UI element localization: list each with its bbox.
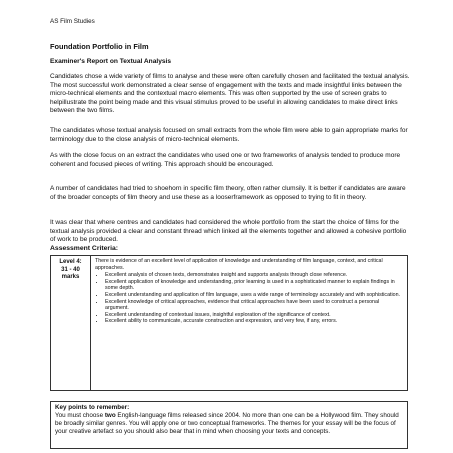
paragraph-1: Candidates chose a wide variety of films to analyse and these were often carefully chosen and facilitated the textual analysis. The most successful work demonstrated a clear sense of engagement with the texts and made insightful links between the micro-technical elements and the contextual macro elements. This was often supported by the use of screen grabs to helpillustrate the point being made and this visual stimulus proved to be useful in allowing candidates to make direct links between the two films. (50, 73, 410, 115)
level-label: Level 4: (59, 259, 82, 265)
key-points-emphasis: two (104, 412, 116, 420)
paragraph-2: The candidates whose textual analysis focused on small extracts from the whole film were able to gain appropriate marks for terminology due to the close analysis of micro-technical elements. (50, 127, 408, 143)
criteria-item: • Excellent knowledge of critical approaches, evidence that critical approaches have been used to construct a personal argument. (105, 299, 403, 312)
key-points-text-end: English-language films released since 2004. No more than one can be a Hollywood film. They should be broadly similar genres. You will apply one or two conceptual frameworks. The themes for your essay will be the focus of your creative artefact so you should also bear that in mind when choosing your texts and concepts. (55, 412, 399, 436)
paragraph-3: As with the close focus on an extract the candidates who used one or two frameworks of analysis tended to produce more coherent and focused pieces of writing. This approach should be encouraged. (50, 152, 401, 168)
key-points-heading: Key points to remember: (55, 404, 130, 411)
level-cell (51, 256, 91, 390)
document-subtitle: Examiner's Report on Textual Analysis (50, 58, 172, 65)
paragraph-5: It was clear that where centres and candidates had considered the whole portfolio from the start the choice of films for the textual analysis provided a clear and constant thread which linked all the elements together and allowed a cohesive portfolio of work to be produced. (50, 219, 407, 244)
criteria-body (91, 256, 407, 390)
criteria-list (95, 272, 403, 325)
criteria-item: • Excellent ability to communicate, accurate construction and expression, and very few, if any, errors. (105, 318, 403, 325)
criteria-item: • Excellent analysis of chosen texts, demonstrates insight and supports analysis through close reference. (105, 272, 403, 279)
paragraph-4: A number of candidates had tried to shoehorn in specific film theory, often rather clumsily. It is better if candidates are aware of the broader concepts of film theory and use these as a looserframework as opposed to trying to fit in theory. (50, 185, 406, 201)
document-title: Foundation Portfolio in Film (50, 42, 149, 51)
marks-range: 31 - 40 marks (61, 266, 80, 280)
page-header: AS Film Studies (50, 18, 95, 25)
key-points-box (50, 401, 408, 449)
criteria-item: • Excellent application of knowledge and understanding, prior learning is used in a sophisticated manner to explain findings in some depth. (105, 279, 403, 292)
criteria-intro: There is evidence of an excellent level of application of knowledge and understanding of film language, context, and critical approaches. (95, 258, 383, 271)
criteria-item: • Excellent understanding and application of film language, uses a wide range of terminology accurately and with sophistication. (105, 292, 403, 299)
key-points-text-start: You must choose (55, 412, 105, 420)
assessment-criteria-table (50, 255, 408, 391)
criteria-item: • Excellent understanding of contextual issues, insightful exploration of the significance of context. (105, 312, 403, 319)
assessment-criteria-heading: Assessment Criteria: (50, 245, 118, 252)
